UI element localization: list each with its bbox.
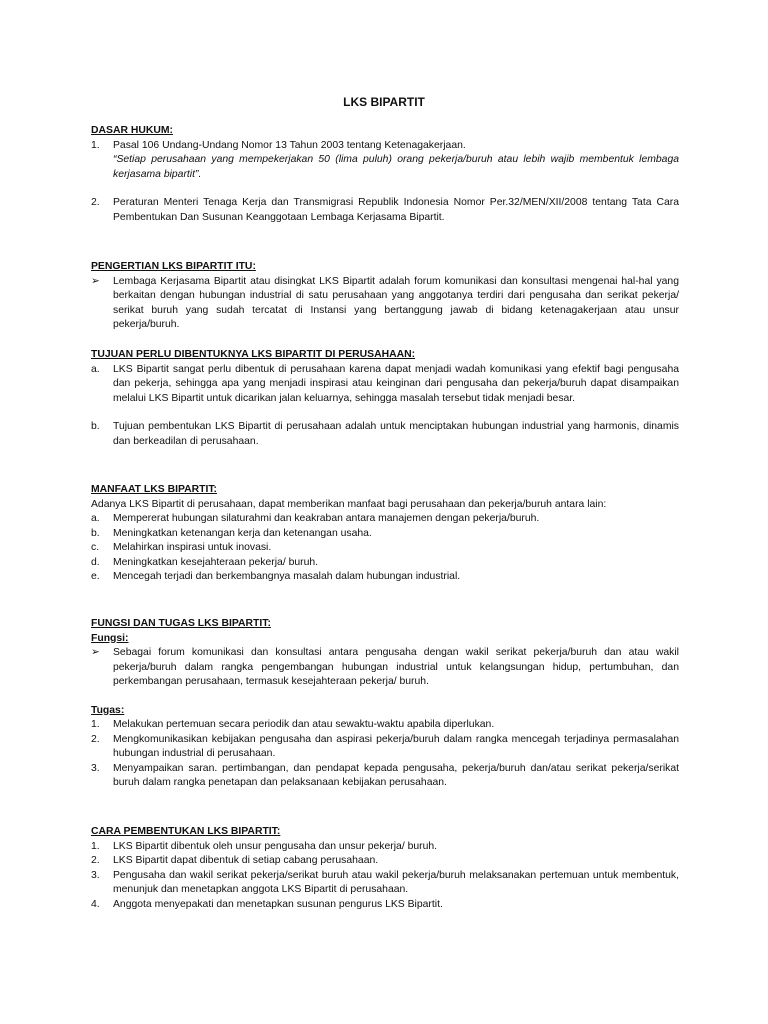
list-marker: 2. xyxy=(91,733,100,745)
list-item xyxy=(91,869,679,898)
list-item xyxy=(91,275,679,333)
list-item-text: Melahirkan inspirasi untuk inovasi. xyxy=(113,542,272,553)
quote-text: “Setiap perusahaan yang mempekerjakan 50 (lima puluh) orang pekerja/buruh atau lebih wajib membentuk lembaga kerjasama bipartit”. xyxy=(113,154,679,180)
list-item-text: Mengkomunikasikan kebijakan pengusaha dan aspirasi pekerja/buruh dalam rangka mencegah terjadinya permasalahan hubungan industrial di perusahaan. xyxy=(113,733,679,759)
list-item-text: Sebagai forum komunikasi dan konsultasi antara pengusaha dengan wakil serikat pekerja/buruh dan atau wakil pekerja/buruh dalam rangka pengembangan hubungan industrial untuk kelangsungan hidup, pertumbuhan, dan perkembangan perusahaan, termasuk kesejahteraan pekerja/ buruh. xyxy=(113,647,679,687)
section-fungsi-tugas xyxy=(91,617,679,791)
list-item xyxy=(91,718,679,733)
list-marker: 2. xyxy=(91,197,100,208)
section-intro: Adanya LKS Bipartit di perusahaan, dapat memberikan manfaat bagi perusahaan dan pekerja/buruh antara lain: xyxy=(91,498,607,510)
list-marker: 3. xyxy=(91,869,100,881)
section-heading: DASAR HUKUM: xyxy=(91,125,173,136)
section-tujuan xyxy=(91,348,679,449)
subsection-heading-fungsi: Fungsi: xyxy=(91,632,129,644)
list-marker: a. xyxy=(91,513,100,524)
list-item xyxy=(91,733,679,762)
list-item-text: Meningkatkan ketenangan kerja dan ketenangan usaha. xyxy=(113,527,372,539)
list-item xyxy=(91,646,679,690)
list-item-text: LKS Bipartit dapat dibentuk di setiap cabang perusahaan. xyxy=(113,855,379,866)
list-item-text: LKS Bipartit sangat perlu dibentuk di perusahaan karena dapat menjadi wadah komunikasi yang efektif bagi pengusaha dan pekerja, sehingga apa yang menjadi inspirasi atau keinginan dari pengusaha dan pekerja/buruh dapat disampaikan melalui LKS Bipartit untuk dicarikan jalan keluarnya, sehingga masalah tersebut tidak menjadi besar. xyxy=(113,363,679,404)
list-marker: e. xyxy=(91,571,100,582)
list-item xyxy=(91,420,679,449)
list-marker: 3. xyxy=(91,762,100,774)
list-item-text: Meningkatkan kesejahteraan pekerja/ buruh. xyxy=(113,556,319,568)
list-marker: 1. xyxy=(91,840,100,852)
list-item xyxy=(91,363,679,407)
list-item xyxy=(91,840,679,855)
list-marker: c. xyxy=(91,542,100,553)
section-heading: CARA PEMBENTUKAN LKS BIPARTIT: xyxy=(91,826,281,837)
list-item-text: Melakukan pertemuan secara periodik dan atau sewaktu-waktu apabila diperlukan. xyxy=(113,719,495,730)
section-cara-pembentukan xyxy=(91,825,679,912)
section-pengertian xyxy=(91,260,679,333)
section-manfaat xyxy=(91,483,679,585)
list-item xyxy=(91,570,679,585)
list-item xyxy=(91,541,679,556)
list-item xyxy=(91,854,679,869)
list-item xyxy=(91,512,679,527)
list-item xyxy=(91,527,679,542)
list-item xyxy=(91,556,679,571)
list-item-text: Pengusaha dan wakil serikat pekerja/serikat buruh atau wakil pekerja/buruh melaksanakan pertemuan untuk membentuk, menunjuk dan menetapkan anggota LKS Bipartit di perusahaan. xyxy=(113,869,679,895)
section-heading: MANFAAT LKS BIPARTIT: xyxy=(91,484,218,495)
list-item-text: Mencegah terjadi dan berkembangnya masalah dalam hubungan industrial. xyxy=(113,571,461,582)
bullet-arrow-icon: ➢ xyxy=(91,647,100,658)
list-item xyxy=(91,898,679,913)
list-item xyxy=(91,196,679,225)
section-heading: TUJUAN PERLU DIBENTUKNYA LKS BIPARTIT DI PERUSAHAAN: xyxy=(91,349,416,360)
list-item-text: Pasal 106 Undang-Undang Nomor 13 Tahun 2003 tentang Ketenagakerjaan. xyxy=(113,139,466,151)
list-item xyxy=(91,762,679,791)
list-marker: d. xyxy=(91,556,100,568)
list-item-text: Lembaga Kerjasama Bipartit atau disingkat LKS Bipartit adalah forum komunikasi dan konsultasi mengenai hal-hal yang berkaitan dengan hubungan industrial di satu perusahaan yang anggotanya terdiri dari pengusaha dan serikat pekerja/ serikat buruh yang sudah tercatat di Instansi yang bertanggung jawab di bidang ketenagakerjaan atau unsur pekerja/buruh. xyxy=(113,275,679,330)
bullet-arrow-icon: ➢ xyxy=(91,275,100,287)
list-item xyxy=(91,139,679,183)
subsection-heading-tugas: Tugas: xyxy=(91,704,125,716)
list-marker: a. xyxy=(91,363,100,375)
list-marker: 2. xyxy=(91,855,100,866)
list-item-text: Tujuan pembentukan LKS Bipartit di perusahaan adalah untuk menciptakan hubungan industrial yang harmonis, dinamis dan berkeadilan di perusahaan. xyxy=(113,421,679,447)
list-marker: 1. xyxy=(91,719,100,730)
section-dasar-hukum xyxy=(91,124,679,225)
section-heading: PENGERTIAN LKS BIPARTIT ITU: xyxy=(91,261,256,272)
list-item-text: Anggota menyepakati dan menetapkan susunan pengurus LKS Bipartit. xyxy=(113,898,443,910)
list-marker: b. xyxy=(91,421,100,432)
list-item-text: Peraturan Menteri Tenaga Kerja dan Transmigrasi Republik Indonesia Nomor Per.32/MEN/XII/2008 tentang Tata Cara Pembentukan Dan Susunan Keanggotaan Lembaga Kerjasama Bipartit. xyxy=(113,197,679,223)
list-item-text: LKS Bipartit dibentuk oleh unsur pengusaha dan unsur pekerja/ buruh. xyxy=(113,840,438,852)
section-heading: FUNGSI DAN TUGAS LKS BIPARTIT: xyxy=(91,618,271,629)
document-title: LKS BIPARTIT xyxy=(343,95,425,109)
list-marker: 4. xyxy=(91,898,100,910)
list-item-text: Menyampaikan saran. pertimbangan, dan pendapat kepada pengusaha, pekerja/buruh dan/atau serikat pekerja/serikat buruh dalam rangka penetapan dan pelaksanaan kebijakan perusahaan. xyxy=(113,762,679,788)
list-marker: 1. xyxy=(91,139,100,151)
list-marker: b. xyxy=(91,527,100,539)
list-item-text: Mempererat hubungan silaturahmi dan keakraban antara manajemen dengan pekerja/buruh. xyxy=(113,513,540,524)
